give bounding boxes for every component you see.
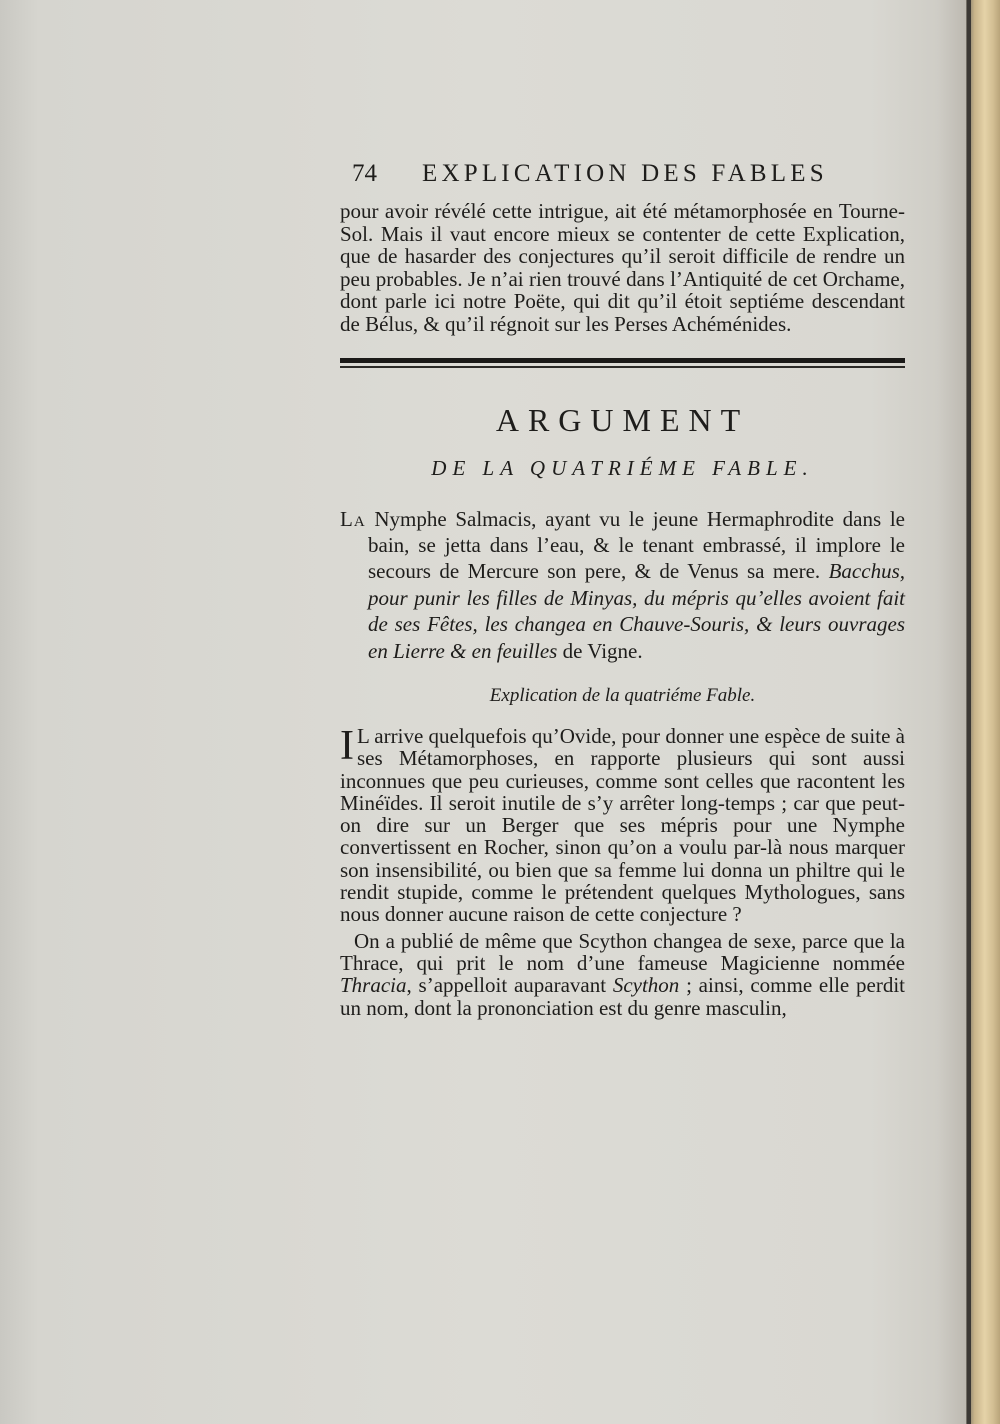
argument-text-roman: Nymphe Salmacis, ayant vu le jeune Hermaphrodite dans le bain, se jetta dans l’eau, & le tenant embrassé, il implore le secours de Mercure son pere, & de Venus sa mere. [365,506,905,584]
gutter-shadow [967,0,971,1424]
text-block [340,160,905,1019]
divider-thin-rule [340,366,905,368]
running-title: EXPLICATION DES FABLES [422,160,828,187]
running-head [340,160,905,200]
para2-name-scython: Scython [612,973,680,998]
para2-text-b: , s’appelloit auparavant [406,973,613,998]
argument-text-end: de Vigne. [557,638,643,663]
drop-cap: I [340,723,354,769]
para2-name-thracia: Thracia [340,973,407,998]
explication-section [340,725,905,1019]
explication-paragraph-1 [340,725,905,926]
explication-heading: Explication de la quatriéme Fable. [489,685,756,706]
continued-paragraph: pour avoir révélé cette intrigue, ait été métamorphosée en Tourne-Sol. Mais il vaut encore mieux se contenter de cette Explication, que de hasarder des conjectures qu’il seroit difficile de rendre un peu probables. Je n’ai rien trouvé dans l’Antiquité de cet Orchame, dont parle ici notre Poëte, qui dit qu’il étoit septiéme descendant de Bélus, & qu’il régnoit sur les Perses Achéménides. [340,199,905,336]
book-spine [966,0,1000,1424]
para2-text-a: On a publié de même que Scython changea de sexe, parce que la Thrace, qui prit le nom d’une fameuse Magicienne nommée [340,928,905,975]
page-number: 74 [352,160,377,187]
argument-text-italic: Bacchus, pour punir les filles de Minyas, du mépris qu’elles avoient fait de ses Fêtes, les changea en Chauve-Souris, & leurs ouvrages en Lierre & en feuilles [368,559,905,663]
section-divider [340,358,905,372]
argument-paragraph [340,506,905,664]
argument-subheading: DE LA QUATRIÉME FABLE. [431,455,814,480]
argument-heading: ARGUMENT [495,401,750,438]
para2-text-c: ; ainsi, comme elle perdit un nom, dont la prononciation est du genre masculin, [340,973,905,1020]
divider-thick-rule [340,358,905,363]
explication-paragraph-2 [340,930,905,1019]
argument-lead-cap: La [340,506,366,531]
explication-text-1: L arrive quelquefois qu’Ovide, pour donner une espèce de suite à ses Métamorphoses, en rapporte plusieurs qui sont aussi inconnues que peu curieuses, comme sont celles que racontent les Minéïdes. Il seroit inutile de s’y arrêter long-temps ; car que peut-on dire sur un Berger que ses mépris pour une Nymphe convertissent en Rocher, sinon qu’on a voulu par-là nous marquer son insensibilité, ou bien que sa femme lui donna un philtre qui le rendit stupide, comme le prétendent quelques Mythologues, sans nous donner aucune raison de cette conjecture ? [340,724,905,927]
